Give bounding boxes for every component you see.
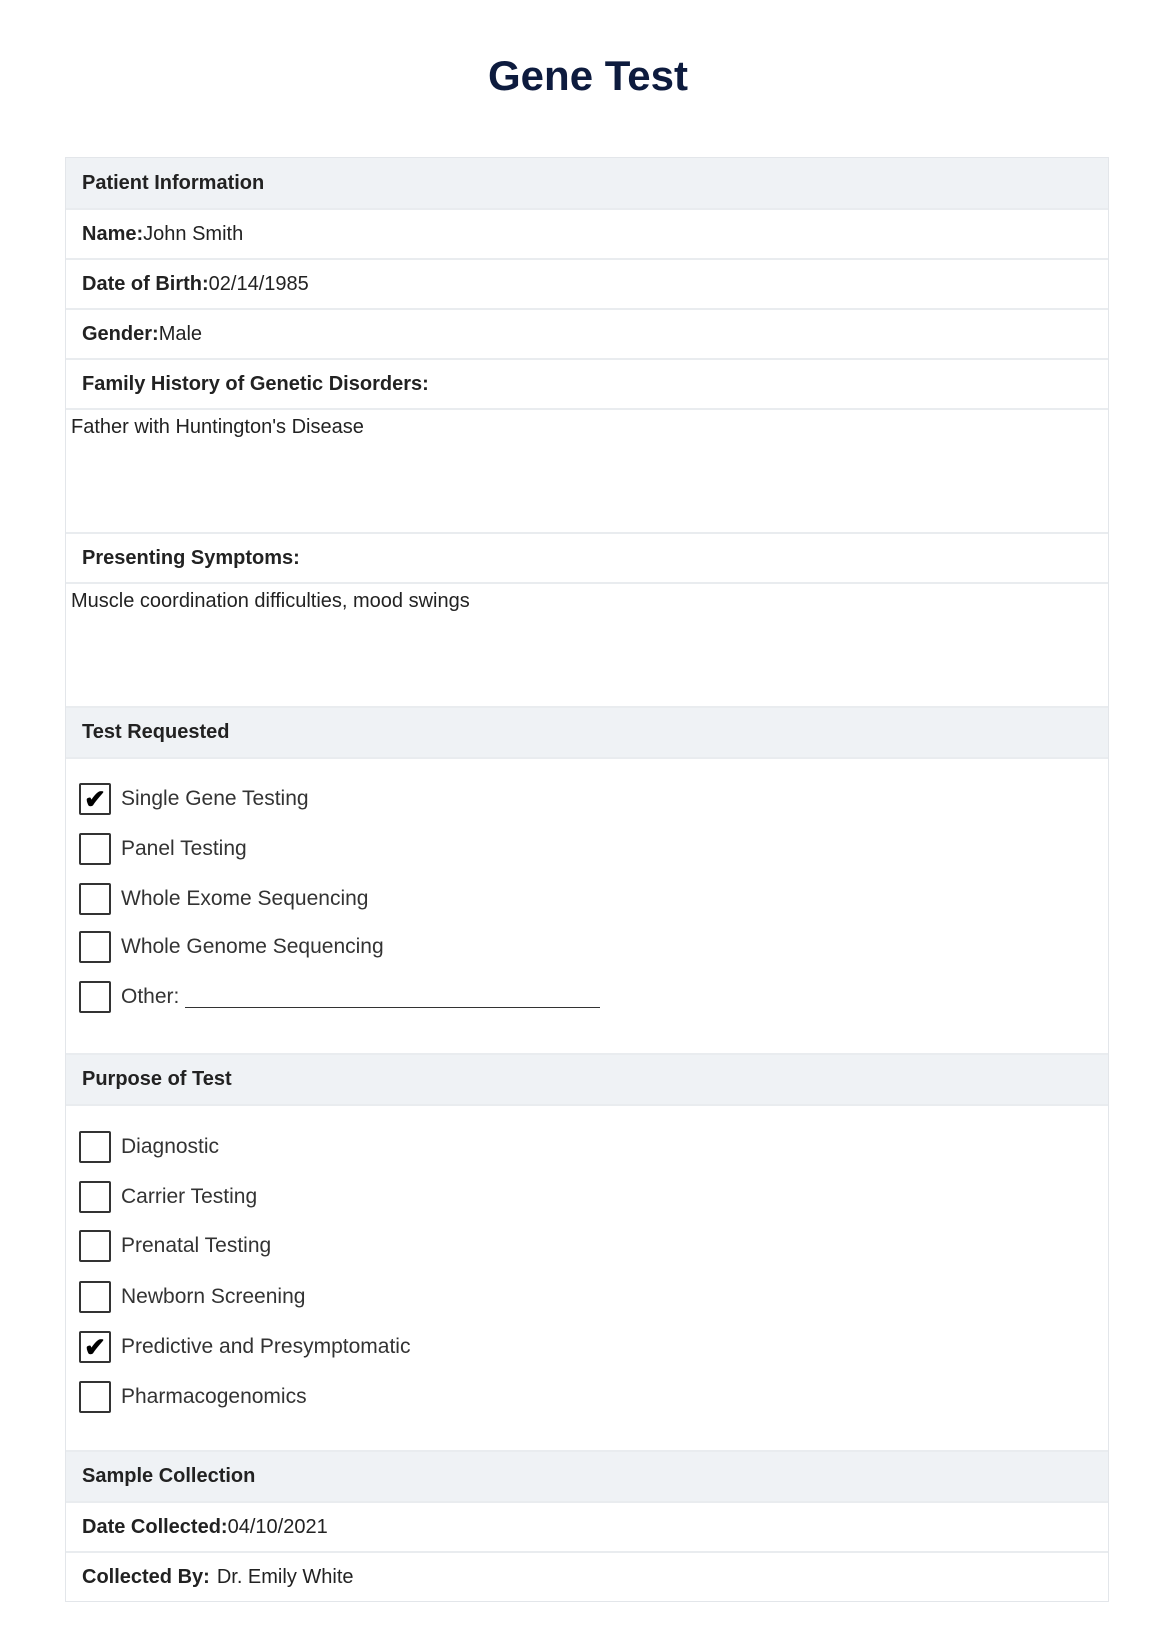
checkbox-option[interactable] [79, 1281, 305, 1313]
checkbox-unchecked[interactable] [79, 1381, 111, 1413]
gender-value: Male [158, 322, 203, 345]
checkbox-option[interactable] [79, 1131, 219, 1163]
section-header-patient-information: Patient Information [66, 157, 1108, 208]
checkbox-option[interactable] [79, 883, 368, 915]
checkbox-label: Newborn Screening [121, 1285, 306, 1308]
date-collected-label: Date Collected: [82, 1515, 228, 1538]
dob-value: 02/14/1985 [208, 272, 309, 295]
checkbox-option[interactable] [79, 1181, 257, 1213]
date-collected-value: 04/10/2021 [227, 1515, 328, 1538]
checkbox-unchecked[interactable] [79, 931, 111, 963]
check-mark-icon: ✔ [84, 1332, 106, 1362]
collected-by-label: Collected By: [82, 1565, 210, 1588]
family-history-textarea[interactable]: Father with Huntington's Disease [66, 408, 1108, 532]
checkbox-unchecked[interactable] [79, 1131, 111, 1163]
collected-by-value: Dr. Emily White [216, 1565, 354, 1588]
checkbox-label: Carrier Testing [121, 1185, 258, 1208]
form-table [65, 157, 1109, 1602]
check-mark-icon: ✔ [84, 784, 106, 814]
checkbox-unchecked[interactable] [79, 1281, 111, 1313]
checkbox-unchecked[interactable] [79, 1230, 111, 1262]
dob-label: Date of Birth: [82, 272, 209, 295]
checkbox-unchecked[interactable] [79, 833, 111, 865]
checkbox-unchecked[interactable] [79, 981, 111, 1013]
gender-field[interactable] [66, 308, 1108, 358]
date-collected-field[interactable] [66, 1501, 1108, 1551]
checkbox-option[interactable] [79, 1381, 307, 1413]
section-header-sample-collection: Sample Collection [66, 1450, 1108, 1501]
checkbox-label: Pharmacogenomics [121, 1385, 307, 1408]
checkbox-option[interactable] [79, 1331, 410, 1363]
checkbox-label: Prenatal Testing [121, 1234, 272, 1257]
checkbox-unchecked[interactable] [79, 883, 111, 915]
checkbox-label: Whole Exome Sequencing [121, 887, 369, 910]
checkbox-option[interactable] [79, 1230, 271, 1262]
test-requested-options [66, 757, 1108, 1053]
family-history-label: Family History of Genetic Disorders: [66, 358, 1108, 408]
dob-field[interactable] [66, 258, 1108, 308]
checkbox-option[interactable] [79, 981, 600, 1013]
section-header-test-requested: Test Requested [66, 706, 1108, 757]
checkbox-unchecked[interactable] [79, 1181, 111, 1213]
checkbox-option[interactable] [79, 833, 247, 865]
section-header-purpose: Purpose of Test [66, 1053, 1108, 1104]
checkbox-label: Panel Testing [121, 837, 247, 860]
purpose-options [66, 1104, 1108, 1450]
symptoms-textarea[interactable]: Muscle coordination difficulties, mood swings [66, 582, 1108, 706]
checkbox-label: Single Gene Testing [121, 787, 309, 810]
checkbox-checked[interactable] [79, 1331, 111, 1363]
checkbox-label: Whole Genome Sequencing [121, 935, 384, 958]
checkbox-checked[interactable] [79, 783, 111, 815]
checkbox-option[interactable] [79, 931, 384, 963]
symptoms-label: Presenting Symptoms: [66, 532, 1108, 582]
name-value: John Smith [143, 222, 244, 245]
name-field[interactable] [66, 208, 1108, 258]
page-title: Gene Test [488, 52, 688, 99]
checkbox-option[interactable] [79, 783, 309, 815]
gender-label: Gender: [82, 322, 159, 345]
checkbox-label: Predictive and Presymptomatic [121, 1335, 411, 1358]
name-label: Name: [82, 222, 144, 245]
checkbox-label: Other: [121, 985, 180, 1008]
other-input-line[interactable] [185, 987, 600, 1008]
collected-by-field[interactable] [66, 1551, 1108, 1601]
checkbox-label: Diagnostic [121, 1135, 220, 1158]
